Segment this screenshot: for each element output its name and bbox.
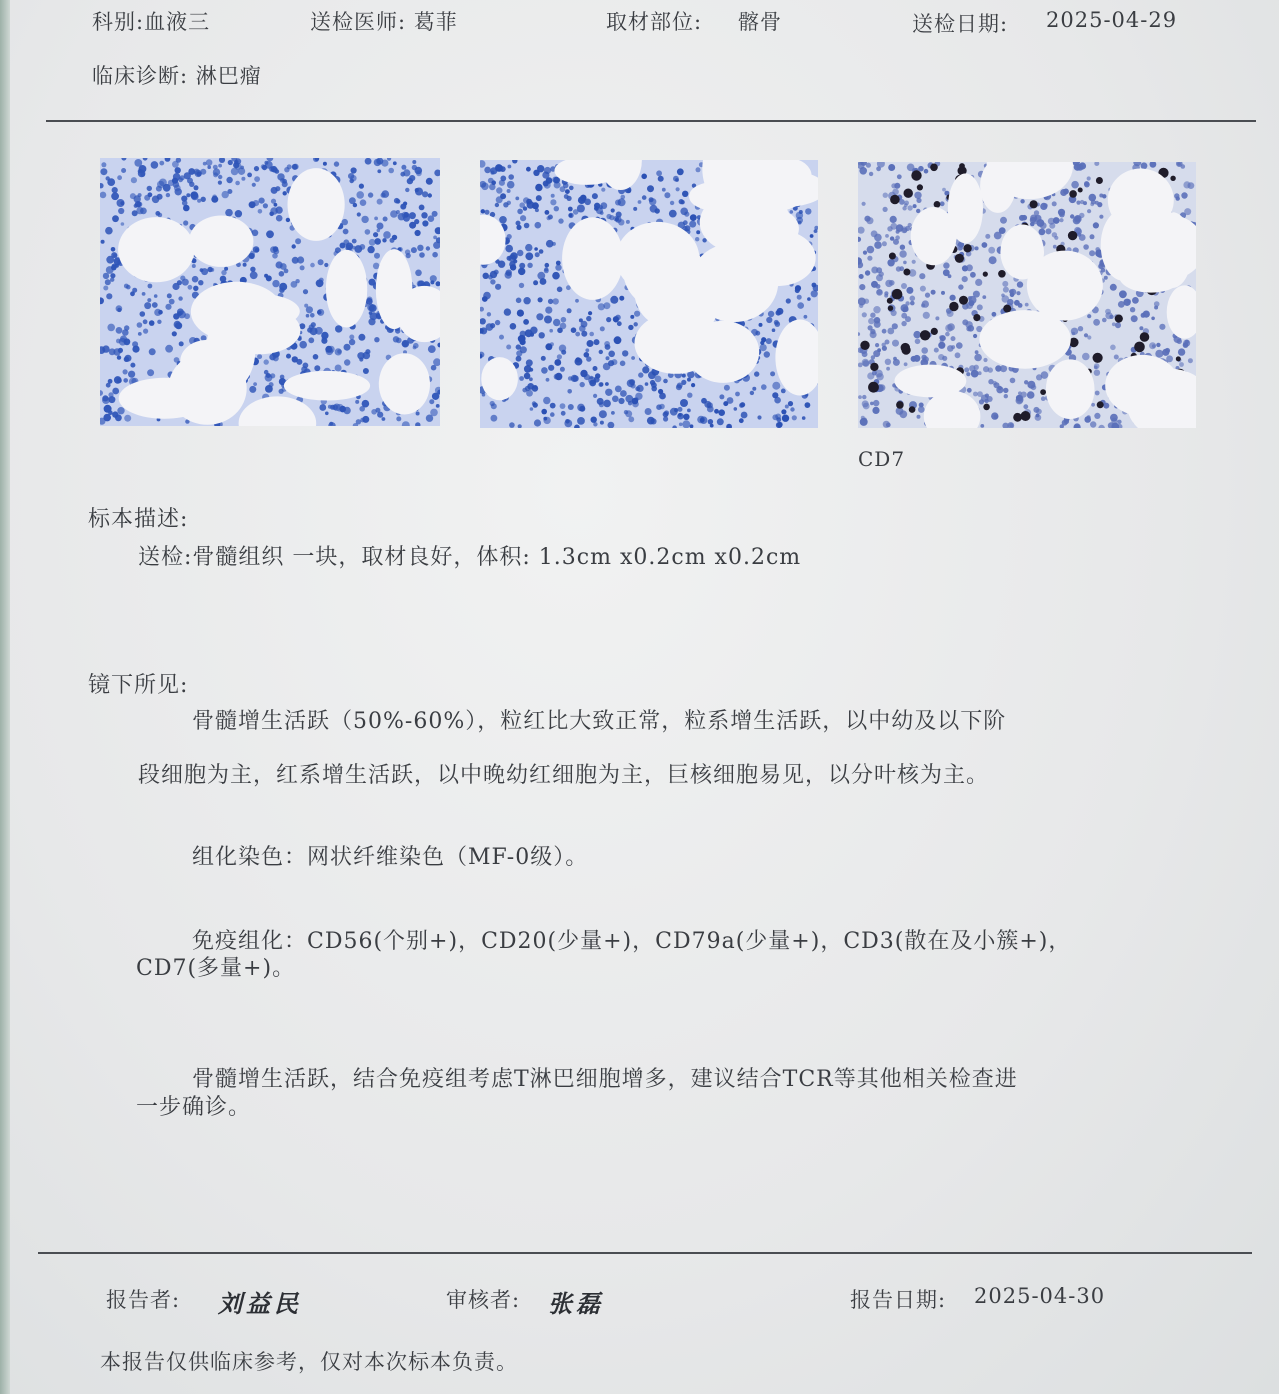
report-date-label: 报告日期: <box>850 1288 947 1312</box>
submitting-doctor: 送检医师: 葛菲 <box>310 10 458 34</box>
reporter-label: 报告者: <box>106 1288 181 1312</box>
specimen-text: 送检:骨髓组织 一块，取材良好，体积: 1.3cm x0.2cm x0.2cm <box>138 545 802 570</box>
microscopy-para1-line2: 段细胞为主，红系增生活跃，以中晚幼红细胞为主，巨核细胞易见，以分叶核为主。 <box>138 763 990 788</box>
stain-text: 组化染色：网状纤维染色（MF-0级）。 <box>192 845 589 870</box>
paper-edge <box>0 0 10 1394</box>
microscopy-para1-line1: 骨髓增生活跃（50%-60%），粒红比大致正常，粒系增生活跃，以中幼及以下阶 <box>192 709 1007 734</box>
micrograph-he-2 <box>480 160 818 428</box>
micrograph-caption: CD7 <box>858 447 906 471</box>
conclusion-line2: 一步确诊。 <box>136 1095 252 1120</box>
site-value: 髂骨 <box>738 10 782 34</box>
micrograph-he-1 <box>100 158 440 426</box>
ihc-line1: 免疫组化：CD56(个别+)，CD20(少量+)，CD79a(少量+)，CD3(散在及小簇+)， <box>192 929 1072 954</box>
header-divider <box>46 120 1256 122</box>
department: 科别:血液三 <box>92 10 211 34</box>
conclusion-line1: 骨髓增生活跃，结合免疫组考虑T淋巴细胞增多，建议结合TCR等其他相关检查进 <box>192 1067 1018 1092</box>
disclaimer: 本报告仅供临床参考，仅对本次标本负责。 <box>100 1350 518 1374</box>
site-label: 取材部位: <box>606 10 703 34</box>
specimen-heading: 标本描述: <box>88 507 189 532</box>
submit-date-value: 2025-04-29 <box>1046 8 1178 32</box>
ihc-line2: CD7(多量+)。 <box>136 956 296 981</box>
report-date-value: 2025-04-30 <box>974 1284 1106 1308</box>
submit-date-label: 送检日期: <box>912 12 1009 36</box>
micrograph-texture <box>858 162 1196 428</box>
clinical-diagnosis: 临床诊断: 淋巴瘤 <box>92 64 262 88</box>
micrograph-cd7 <box>858 162 1196 428</box>
microscopy-heading: 镜下所见: <box>88 673 189 698</box>
reporter-signature: 刘益民 <box>218 1290 302 1318</box>
micrograph-texture <box>480 160 818 428</box>
reviewer-label: 审核者: <box>446 1288 521 1312</box>
reviewer-signature: 张磊 <box>548 1290 604 1318</box>
footer-divider <box>38 1252 1252 1254</box>
micrograph-texture <box>100 158 440 426</box>
